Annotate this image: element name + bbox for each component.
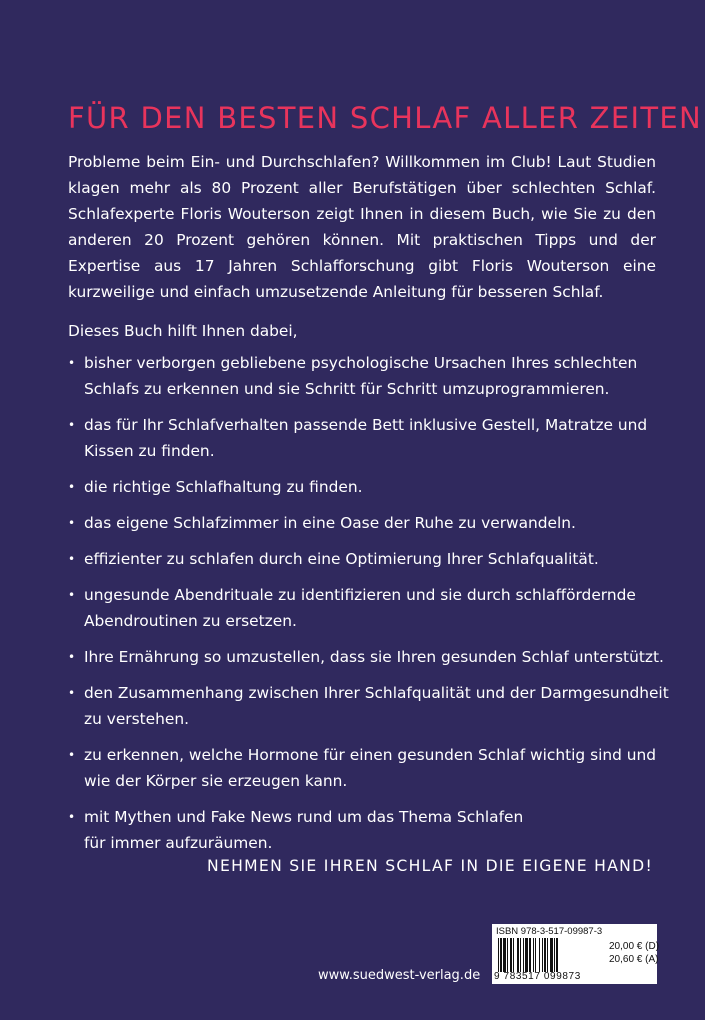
list-item-line: • die richtige Schlafhaltung zu finden.: [84, 478, 363, 496]
list-item-line: zu verstehen.: [84, 710, 190, 728]
list-item: [68, 804, 668, 856]
list-item-line: wie der Körper sie erzeugen kann.: [84, 772, 348, 790]
list-item-line: Kissen zu finden.: [84, 442, 215, 460]
isbn-text: ISBN 978-3-517-09987-3: [496, 926, 603, 937]
list-item-line: • bisher verborgen gebliebene psychologische Ursachen Ihres schlechten: [84, 354, 638, 372]
list-item: [68, 742, 668, 794]
list-item: [68, 546, 668, 572]
list-item-line: • Ihre Ernährung so umzustellen, dass sie Ihren gesunden Schlaf unterstützt.: [84, 648, 664, 666]
list-item-line: • mit Mythen und Fake News rund um das Thema Schlafen: [84, 808, 524, 826]
headline: FÜR DEN BESTEN SCHLAF ALLER ZEITEN: [68, 101, 702, 135]
list-item-line: • das eigene Schlafzimmer in eine Oase der Ruhe zu verwandeln.: [84, 514, 576, 532]
list-item: [68, 474, 668, 500]
list-item-line: Abendroutinen zu ersetzen.: [84, 612, 297, 630]
benefit-list: [68, 350, 668, 866]
list-item: [68, 680, 668, 732]
publisher-url[interactable]: www.suedwest-verlag.de: [318, 968, 481, 983]
list-item-line: • den Zusammenhang zwischen Ihrer Schlafqualität und der Darmgesundheit: [84, 684, 669, 702]
price-austria: 20,60 € (A): [609, 954, 659, 965]
list-item: [68, 412, 668, 464]
list-item-line: für immer aufzuräumen.: [84, 834, 273, 852]
list-item-line: • zu erkennen, welche Hormone für einen gesunden Schlaf wichtig sind und: [84, 746, 657, 764]
price-germany: 20,00 € (D): [609, 941, 660, 952]
list-item-line: • das für Ihr Schlafverhalten passende Bett inklusive Gestell, Matratze und: [84, 416, 648, 434]
list-item-line: Schlafs zu erkennen und sie Schritt für Schritt umzuprogrammieren.: [84, 380, 610, 398]
closing-slogan: NEHMEN SIE IHREN SCHLAF IN DIE EIGENE HAND!: [207, 857, 653, 875]
list-item: [68, 510, 668, 536]
list-item-line: • ungesunde Abendrituale zu identifizieren und sie durch schlaffördernde: [84, 586, 636, 604]
list-item: [68, 350, 668, 402]
list-item-line: • effizienter zu schlafen durch eine Optimierung Ihrer Schlafqualität.: [84, 550, 599, 568]
intro-paragraph: Probleme beim Ein- und Durchschlafen? Willkommen im Club! Laut Studien klagen mehr als 80 Prozent aller Berufstätigen über schlechten Schlaf. Schlafexperte Floris Wouterson zeigt Ihnen in diesem Buch, wie Sie zu den anderen 20 Prozent gehören können. Mit praktischen Tipps und der Expertise aus 17 Jahren Schlafforschung gibt Floris Wouterson eine kurzweilige und einfach umzusetzende Anleitung für besseren Schlaf.: [68, 153, 656, 301]
list-item: [68, 644, 668, 670]
list-item: [68, 582, 668, 634]
list-lead-in: Dieses Buch hilft Ihnen dabei,: [68, 322, 298, 340]
barcode-icon: [498, 938, 604, 972]
barcode-label: [492, 924, 660, 984]
ean-number: 9 783517 099873: [494, 971, 581, 982]
